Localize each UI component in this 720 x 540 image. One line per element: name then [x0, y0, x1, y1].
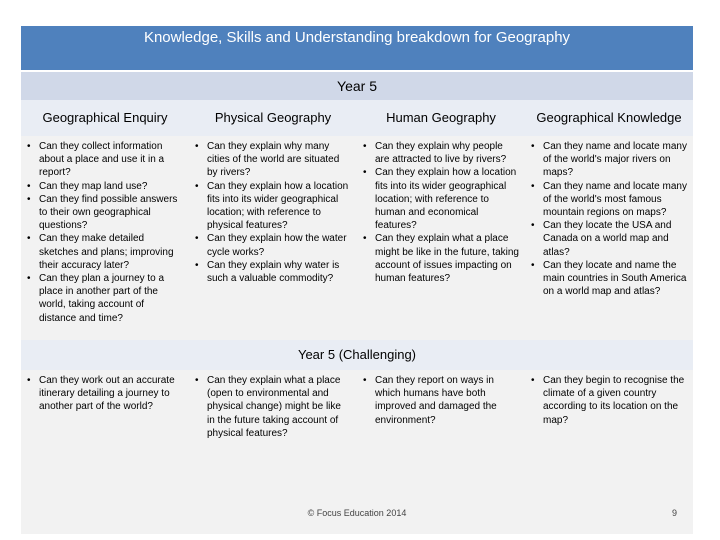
page-title: Knowledge, Skills and Understanding breakdown for Geography	[21, 26, 693, 70]
challenging-enquiry-cell	[21, 370, 189, 456]
enquiry-list	[21, 136, 189, 325]
list-item: • Can they make detailed sketches and plans; improving their accuracy later?	[24, 232, 183, 272]
spacer-cell	[357, 456, 525, 496]
list-item: • Can they explain what a place (open to environmental and physical change) might be like in the future taking account of physical features?	[192, 374, 351, 440]
list-item: • Can they locate the USA and Canada on a world map and atlas?	[528, 219, 687, 259]
list-item: • Can they explain why many cities of the world are situated by rivers?	[192, 140, 351, 180]
list-item: • Can they explain why people are attracted to live by rivers?	[360, 140, 519, 166]
knowledge-list	[525, 136, 693, 298]
list-item: • Can they explain how a location fits into its wider geographical location; with reference to physical features?	[192, 180, 351, 233]
list-item: • Can they plan a journey to a place in another part of the world, taking account of distance and time?	[24, 272, 183, 325]
list-item: • Can they name and locate many of the world's major rivers on maps?	[528, 140, 687, 180]
challenging-row	[21, 370, 693, 456]
challenging-heading: Year 5 (Challenging)	[21, 340, 693, 370]
list-item: • Can they explain why water is such a valuable commodity?	[192, 259, 351, 285]
list-item: • Can they name and locate many of the world's most famous mountain regions on maps?	[528, 180, 687, 220]
page-number: 9	[671, 508, 677, 518]
knowledge-cell	[525, 136, 693, 340]
column-headers	[21, 100, 693, 136]
year-heading: Year 5	[21, 72, 693, 100]
list-item: • Can they find possible answers to their own geographical questions?	[24, 193, 183, 233]
spacer-cell	[189, 456, 357, 496]
spacer-cell	[525, 456, 693, 496]
human-cell	[357, 136, 525, 340]
list-item: • Can they locate and name the main countries in South America on a world map and atlas?	[528, 259, 687, 299]
column-header-physical: Physical Geography	[214, 110, 332, 125]
physical-list	[189, 136, 357, 285]
challenging-human-cell	[357, 370, 525, 456]
spacer-row	[21, 456, 693, 496]
challenging-enquiry-list	[21, 370, 189, 414]
list-item: • Can they begin to recognise the climate of a given country according to its location on the map?	[528, 374, 687, 427]
spacer-cell	[21, 456, 189, 496]
physical-cell	[189, 136, 357, 340]
column-header-enquiry: Geographical Enquiry	[42, 110, 168, 125]
human-list	[357, 136, 525, 285]
footer	[21, 496, 693, 534]
list-item: • Can they explain how a location fits into its wider geographical location; with reference to human and economical features?	[360, 166, 519, 232]
list-item: • Can they report on ways in which humans have both improved and damaged the environment?	[360, 374, 519, 427]
challenging-knowledge-cell	[525, 370, 693, 456]
list-item: • Can they explain how the water cycle works?	[192, 232, 351, 258]
column-header-human: Human Geography	[386, 110, 496, 125]
challenging-physical-cell	[189, 370, 357, 456]
list-item: • Can they explain what a place might be like in the future, taking account of issues impacting on human features?	[360, 232, 519, 285]
column-header-knowledge: Geographical Knowledge	[536, 110, 682, 125]
list-item: • Can they collect information about a place and use it in a report?	[24, 140, 183, 180]
enquiry-cell	[21, 136, 189, 340]
core-row	[21, 136, 693, 340]
challenging-knowledge-list	[525, 370, 693, 427]
list-item: • Can they map land use?	[24, 180, 183, 193]
copyright-text: © Focus Education 2014	[307, 508, 407, 518]
challenging-human-list	[357, 370, 525, 427]
challenging-physical-list	[189, 370, 357, 440]
list-item: • Can they work out an accurate itinerary detailing a journey to another part of the world?	[24, 374, 183, 414]
